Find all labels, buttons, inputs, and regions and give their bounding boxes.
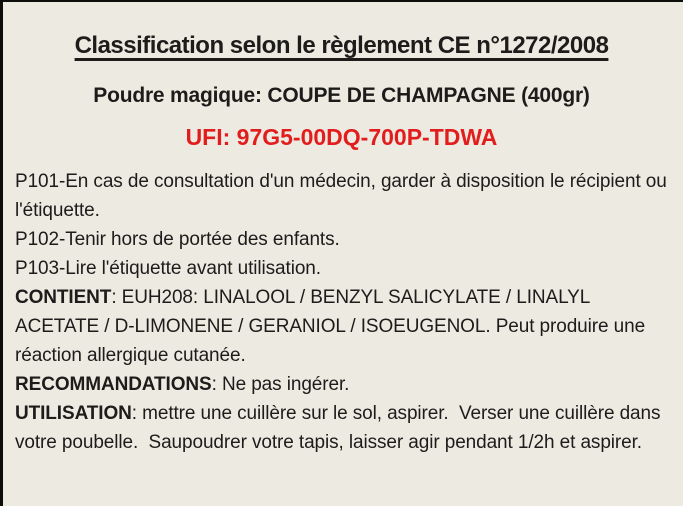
- recommandations-text: Ne pas ingérer.: [221, 374, 350, 395]
- contient-separator: :: [111, 287, 122, 308]
- recommandations-label: RECOMMANDATIONS: [15, 374, 212, 395]
- utilisation-section: [15, 399, 667, 457]
- contient-label: CONTIENT: [15, 287, 112, 308]
- label-body: [3, 167, 683, 457]
- ufi-code: UFI: 97G5-00DQ-700P-TDWA: [185, 124, 498, 150]
- contient-section: [15, 283, 667, 370]
- precaution-p103: P103-Lire l'étiquette avant utilisation.: [15, 258, 321, 279]
- utilisation-text: mettre une cuillère sur le sol, aspirer. Verser une cuillère dans votre poubelle. Saupoudrer votre tapis, laisser agir pendant 1/2h et aspirer.: [15, 403, 666, 453]
- contient-text: EUH208: LINALOOL / BENZYL SALICYLATE / LINALYL ACETATE / D-LIMONENE / GERANIOL / ISOEUGENOL. Peut produire une réaction allergique cutanée.: [15, 287, 651, 366]
- recommandations-section: [15, 370, 667, 399]
- label-title: Classification selon le règlement CE n°1272/2008: [74, 32, 609, 59]
- utilisation-separator: :: [131, 403, 143, 424]
- precaution-p101: P101-En cas de consultation d'un médecin, garder à disposition le récipient ou l'étiquette.: [15, 171, 672, 221]
- utilisation-label: UTILISATION: [15, 403, 132, 424]
- product-name: Poudre magique: COUPE DE CHAMPAGNE (400gr): [93, 84, 590, 107]
- recommandations-separator: :: [211, 374, 222, 395]
- precaution-p102: P102-Tenir hors de portée des enfants.: [15, 229, 340, 250]
